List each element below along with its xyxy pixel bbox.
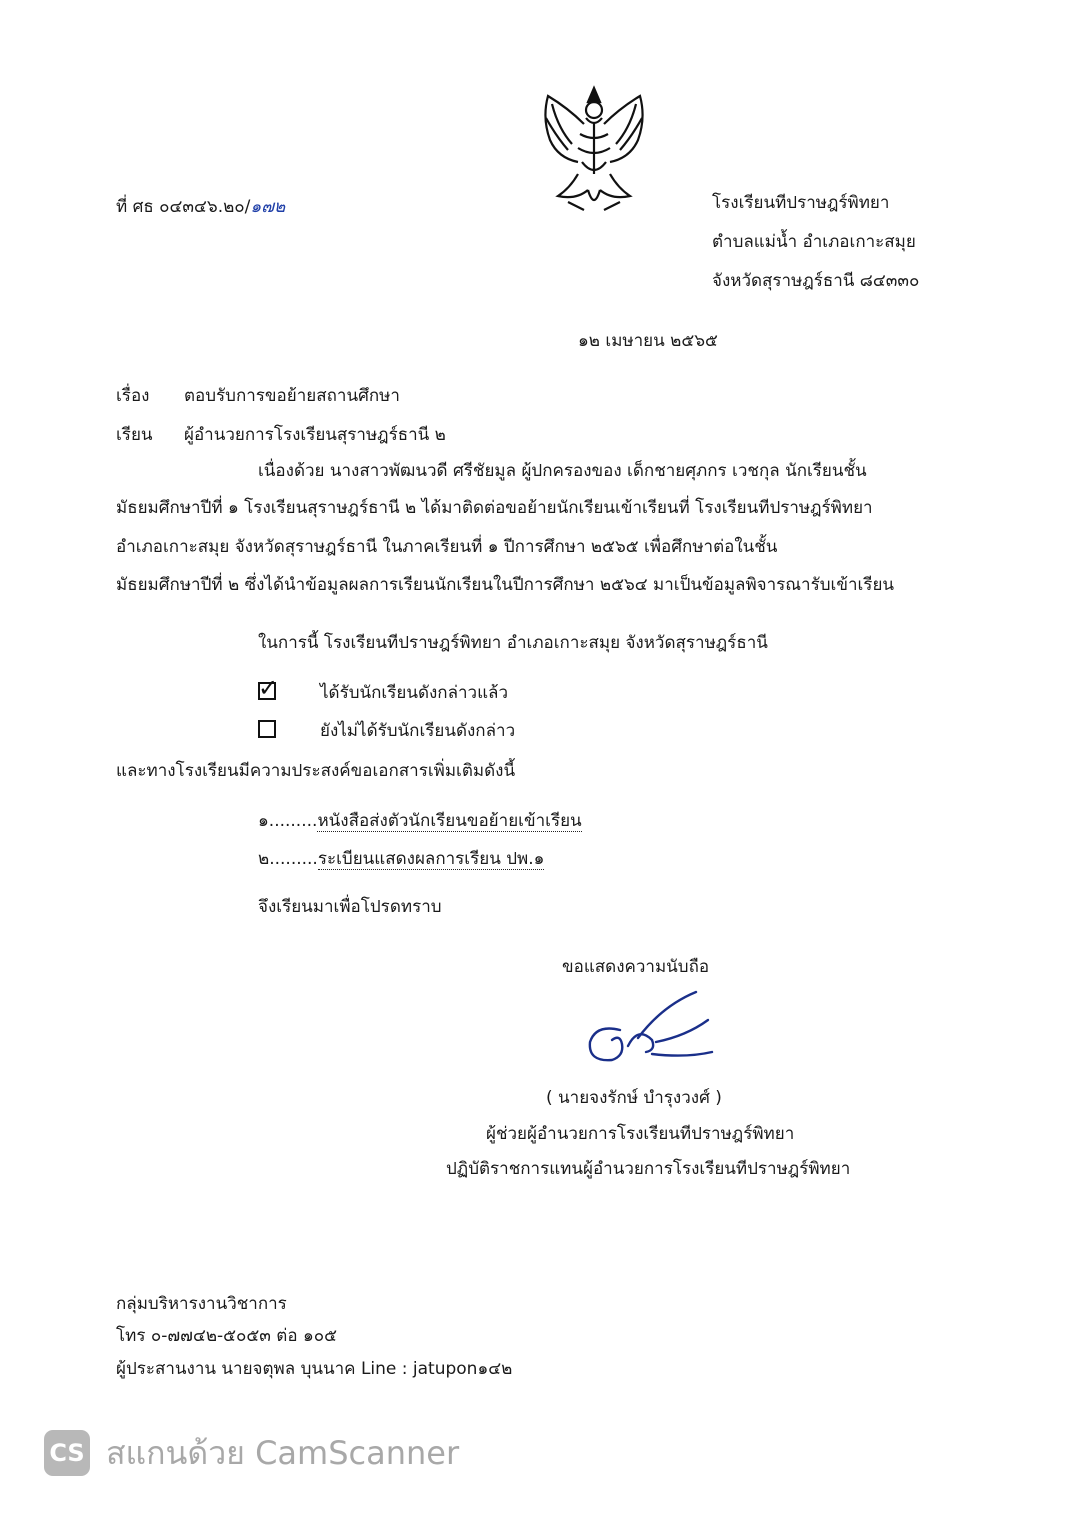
regards-text: ขอแสดงความนับถือ [562,957,710,977]
accepted-option-label: ได้รับนักเรียนดังกล่าวแล้ว [320,683,509,703]
handwritten-signature [576,986,726,1076]
footer-coordinator: ผู้ประสานงาน นายจตุพล บุนนาค Line : jatupon๑๔๒ [116,1359,513,1379]
accepted-checkbox[interactable] [258,674,279,702]
body-line-1: เนื่องด้วย นางสาวพัฒนวดี ศรีชัยมูล ผู้ปกครองของ เด็กชายศุภกร เวชกุล นักเรียนชั้น [258,461,867,481]
body-line-3: อำเภอเกาะสมุย จังหวัดสุราษฎร์ธานี ในภาคเรียนที่ ๑ ปีการศึกษา ๒๕๖๕ เพื่อศึกษาต่อในชั้น [116,537,778,557]
document-item-1: ๑.........หนังสือส่งตัวนักเรียนขอย้ายเข้าเรียน [258,811,582,831]
signer-acting-position: ปฏิบัติราชการแทนผู้อำนวยการโรงเรียนทีปราษฎร์พิทยา [446,1159,851,1179]
check-icon: ✓ [258,674,279,702]
not-accepted-option-label: ยังไม่ได้รับนักเรียนดังกล่าว [320,721,516,741]
school-name: โรงเรียนทีปราษฎร์พิทยา [712,193,890,213]
subject-label: เรื่อง [116,386,150,406]
not-accepted-checkbox[interactable] [258,720,276,738]
signer-position: ผู้ช่วยผู้อำนวยการโรงเรียนทีปราษฎร์พิทยา [486,1124,795,1144]
school-address: ตำบลแม่น้ำ อำเภอเกาะสมุย [712,232,916,252]
body-line-2: มัธยมศึกษาปีที่ ๑ โรงเรียนสุราษฎร์ธานี ๒ ได้มาติดต่อขอย้ายนักเรียนเข้าเรียนที่ โรงเรียนทีปราษฎร์พิทยา [116,498,873,518]
handwritten-number: ๑๗๒ [250,197,286,217]
closing-sentence: จึงเรียนมาเพื่อโปรดทราบ [258,897,442,917]
reference-number: ที่ ศธ ๐๔๓๔๖.๒๐/๑๗๒ [116,197,286,217]
body-paragraph-2: ในการนี้ โรงเรียนทีปราษฎร์พิทยา อำเภอเกาะสมุย จังหวัดสุราษฎร์ธานี [258,633,768,653]
to-text: ผู้อำนวยการโรงเรียนสุราษฎร์ธานี ๒ [184,425,446,445]
footer-phone: โทร ๐-๗๗๔๒-๕๐๕๓ ต่อ ๑๐๕ [116,1326,337,1346]
documents-intro: และทางโรงเรียนมีความประสงค์ขอเอกสารเพิ่มเติมดังนี้ [116,761,516,781]
letter-date: ๑๒ เมษายน ๒๕๖๕ [578,331,718,351]
garuda-emblem-icon [528,78,660,220]
to-label: เรียน [116,425,153,445]
body-line-4: มัธยมศึกษาปีที่ ๒ ซึ่งได้นำข้อมูลผลการเรียนนักเรียนในปีการศึกษา ๒๕๖๔ มาเป็นข้อมูลพิจารณารับเข้าเรียน [116,575,895,595]
camscanner-logo-icon: CS [44,1430,90,1476]
subject-text: ตอบรับการขอย้ายสถานศึกษา [184,386,400,406]
camscanner-text: สแกนด้วย CamScanner [106,1433,460,1472]
document-item-2: ๒.........ระเบียนแสดงผลการเรียน ปพ.๑ [258,849,545,869]
school-province: จังหวัดสุราษฎร์ธานี ๘๔๓๓๐ [712,271,920,291]
camscanner-watermark [44,1428,459,1478]
footer-department: กลุ่มบริหารงานวิชาการ [116,1294,287,1314]
signer-name: ( นายจงรักษ์ บำรุงวงศ์ ) [546,1088,722,1108]
